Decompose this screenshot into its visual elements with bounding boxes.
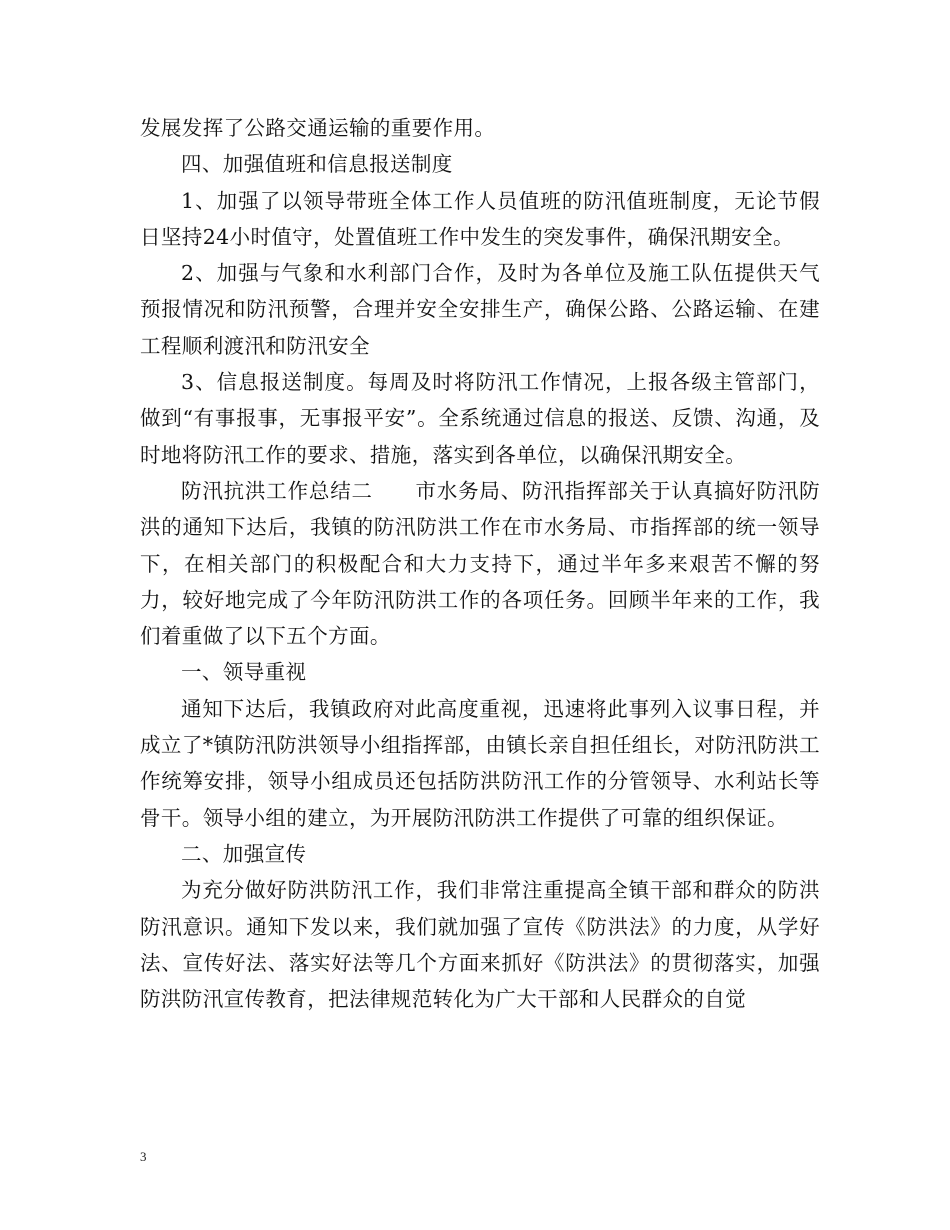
paragraph-item-1: 1、加强了以领导带班全体工作人员值班的防汛值班制度，无论节假日坚持24小时值守，处置值班工作中发生的突发事件，确保汛期安全。 [140,188,820,249]
paragraph-continuation: 发展发挥了公路交通运输的重要作用。 [140,116,496,140]
paragraph-summary-two: 防汛抗洪工作总结二 市水务局、防汛指挥部关于认真搞好防汛防洪的通知下达后，我镇的防汛防洪工作在市水务局、市指挥部的统一领导下，在相关部门的积极配合和大力支持下，通过半年多来艰苦不懈的努力，较好地完成了今年防汛防洪工作的各项任务。回顾半年来的工作，我们着重做了以下五个方面。 [140,478,820,649]
section-heading-one: 一、领导重视 [181,660,307,685]
document-body [140,110,820,1017]
page-number: 3 [140,1149,147,1164]
paragraph-publicity: 为充分做好防洪防汛工作，我们非常注重提高全镇干部和群众的防洪防汛意识。通知下发以来，我们就加强了宣传《防洪法》的力度，从学好法、宣传好法、落实好法等几个方面来抓好《防洪法》的贯彻落实，加强防洪防汛宣传教育，把法律规范转化为广大干部和人民群众的自觉 [140,878,820,1012]
paragraph-item-2: 2、加强与气象和水利部门合作，及时为各单位及施工队伍提供天气预报情况和防汛预警，合理并安全安排生产，确保公路、公路运输、在建工程顺利渡汛和防汛安全 [140,261,820,358]
section-heading-two: 二、加强宣传 [181,841,307,866]
section-heading-four: 四、加强值班和信息报送制度 [181,152,453,177]
paragraph-leadership: 通知下达后，我镇政府对此高度重视，迅速将此事列入议事日程，并成立了*镇防汛防洪领导小组指挥部，由镇长亲自担任组长，对防汛防洪工作统筹安排，领导小组成员还包括防洪防汛工作的分管领导、水利站长等骨干。领导小组的建立，为开展防汛防洪工作提供了可靠的组织保证。 [140,696,820,830]
paragraph-item-3: 3、信息报送制度。每周及时将防汛工作情况，上报各级主管部门，做到“有事报事，无事报平安”。全系统通过信息的报送、反馈、沟通，及时地将防汛工作的要求、措施，落实到各单位，以确保汛期安全。 [140,370,820,467]
